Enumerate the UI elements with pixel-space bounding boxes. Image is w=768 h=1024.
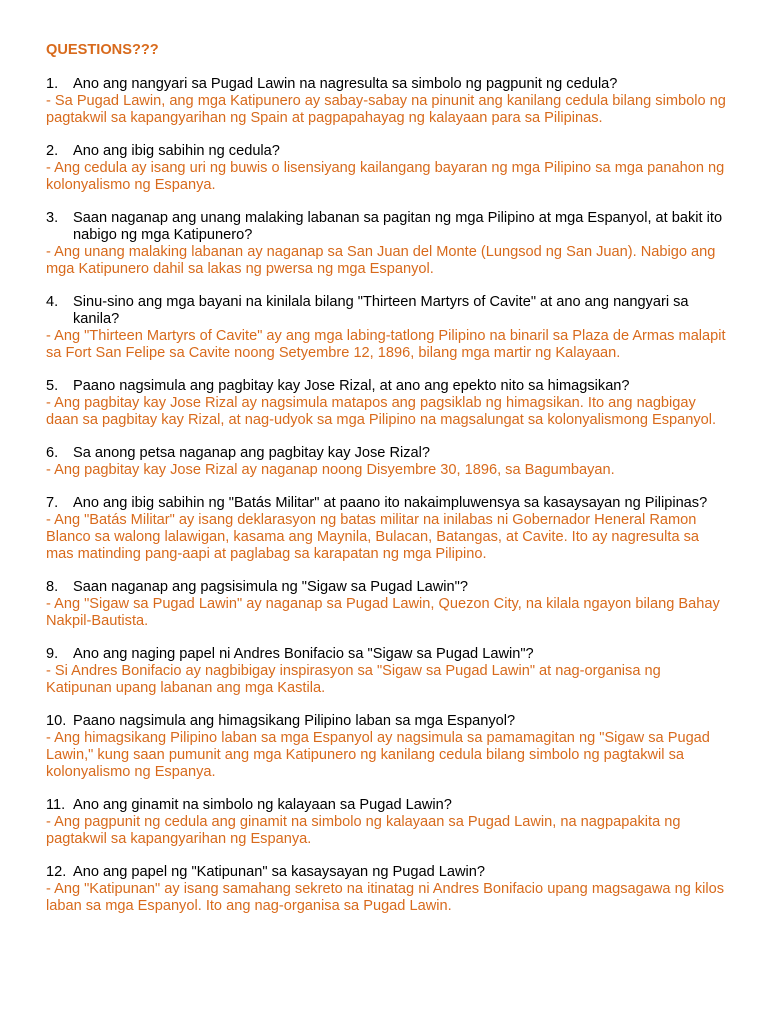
qa-item [46, 579, 728, 630]
question [46, 646, 728, 663]
question-number: 8. [46, 579, 59, 595]
qa-item [46, 646, 728, 697]
qa-item [46, 445, 728, 479]
answer-text: - Ang cedula ay isang uri ng buwis o lisensiyang kailangang bayaran ng mga Pilipino sa mga panahon ng kolonyalismo ng Espanya. [46, 160, 725, 193]
question [46, 797, 728, 814]
question [46, 864, 728, 881]
question-number: 7. [46, 495, 59, 511]
question [46, 579, 728, 596]
answer-text: - Ang himagsikang Pilipino laban sa mga Espanyol ay nagsimula sa pamamagitan ng "Sigaw sa Pugad Lawin," kung saan pumunit ang mga Katipunero ng kanilang cedula bilang simbolo ng pagtakwil sa kolonyalismo ng Espanya. [46, 730, 710, 780]
qa-item [46, 210, 728, 278]
question-number: 10. [46, 713, 67, 729]
question-text: Paano nagsimula ang himagsikang Pilipino laban sa mga Espanyol? [73, 713, 516, 729]
question-text: Ano ang papel ng "Katipunan" sa kasaysayan ng Pugad Lawin? [73, 864, 485, 880]
answer-text: - Sa Pugad Lawin, ang mga Katipunero ay sabay-sabay na pinunit ang kanilang cedula bilang simbolo ng pagtakwil sa kapangyarihan ng Spain at pagpapahayag ng kalayaan para sa Pilipinas. [46, 93, 726, 126]
question-text: Saan naganap ang pagsisimula ng "Sigaw sa Pugad Lawin"? [73, 579, 468, 595]
question-number: 4. [46, 294, 59, 310]
question [46, 378, 728, 395]
qa-item [46, 378, 728, 429]
answer-text: - Ang "Thirteen Martyrs of Cavite" ay ang mga labing-tatlong Pilipino na binaril sa Plaza de Armas malapit sa Fort San Felipe sa Cavite noong Setyembre 12, 1896, bilang mga martir ng Kalayaan. [46, 328, 726, 361]
question-number: 1. [46, 76, 59, 92]
answer-text: - Ang "Sigaw sa Pugad Lawin" ay naganap sa Pugad Lawin, Quezon City, na kilala ngayon bilang Bahay Nakpil-Bautista. [46, 596, 720, 629]
question [46, 294, 728, 328]
qa-item [46, 495, 728, 563]
question [46, 713, 728, 730]
question [46, 76, 728, 93]
qa-item [46, 864, 728, 915]
question-text: Ano ang ibig sabihin ng "Batás Militar" at paano ito nakaimpluwensya sa kasaysayan ng Pilipinas? [73, 495, 708, 511]
question-text: Paano nagsimula ang pagbitay kay Jose Rizal, at ano ang epekto nito sa himagsikan? [73, 378, 630, 394]
question-text: Ano ang ginamit na simbolo ng kalayaan sa Pugad Lawin? [73, 797, 452, 813]
answer-text: - Ang unang malaking labanan ay naganap sa San Juan del Monte (Lungsod ng San Juan). Nabigo ang mga Katipunero dahil sa lakas ng pwersa ng mga Espanyol. [46, 244, 716, 277]
question-number: 12. [46, 864, 67, 880]
qa-item [46, 797, 728, 848]
question-text: Sa anong petsa naganap ang pagbitay kay Jose Rizal? [73, 445, 430, 461]
question [46, 445, 728, 462]
question-text: Sinu-sino ang mga bayani na kinilala bilang "Thirteen Martyrs of Cavite" at ano ang nangyari sa kanila? [73, 294, 689, 327]
qa-item [46, 76, 728, 127]
answer-text: - Ang "Katipunan" ay isang samahang sekreto na itinatag ni Andres Bonifacio upang magsagawa ng kilos laban sa mga Espanyol. Ito ang nag-organisa sa Pugad Lawin. [46, 881, 725, 914]
answer-text: - Ang pagbitay kay Jose Rizal ay naganap noong Disyembre 30, 1896, sa Bagumbayan. [46, 462, 615, 478]
question [46, 210, 728, 244]
qa-item [46, 294, 728, 362]
question [46, 143, 728, 160]
question-text: Saan naganap ang unang malaking labanan sa pagitan ng mga Pilipino at mga Espanyol, at bakit ito nabigo ng mga Katipunero? [73, 210, 723, 243]
answer-text: - Si Andres Bonifacio ay nagbibigay inspirasyon sa "Sigaw sa Pugad Lawin" at nag-organisa ng Katipunan upang labanan ang mga Kastila. [46, 663, 661, 696]
question-text: Ano ang nangyari sa Pugad Lawin na nagresulta sa simbolo ng pagpunit ng cedula? [73, 76, 618, 92]
question-text: Ano ang ibig sabihin ng cedula? [73, 143, 280, 159]
qa-item [46, 713, 728, 781]
question-number: 2. [46, 143, 59, 159]
document-title: QUESTIONS??? [46, 42, 159, 58]
question-number: 11. [46, 797, 66, 813]
qa-list [46, 76, 728, 915]
question-number: 5. [46, 378, 59, 394]
question-number: 3. [46, 210, 59, 226]
question-number: 6. [46, 445, 59, 461]
answer-text: - Ang "Batás Militar" ay isang deklarasyon ng batas militar na inilabas ni Gobernador Heneral Ramon Blanco sa walong lalawigan, kasama ang Maynila, Bulacan, Batangas, at Cavite. Ito ay nagresulta sa mas matinding pang-aapi at paglabag sa karapatan ng mga Pilipino. [46, 512, 700, 562]
answer-text: - Ang pagbitay kay Jose Rizal ay nagsimula matapos ang pagsiklab ng himagsikan. Ito ang nagbigay daan sa pagbitay kay Rizal, at nag-udyok sa mga Pilipino na magsalungat sa kolonyalismong Espanyol. [46, 395, 717, 428]
answer-text: - Ang pagpunit ng cedula ang ginamit na simbolo ng kalayaan sa Pugad Lawin, na nagpapakita ng pagtakwil sa kapangyarihan ng Espanya. [46, 814, 681, 847]
question-text: Ano ang naging papel ni Andres Bonifacio sa "Sigaw sa Pugad Lawin"? [73, 646, 534, 662]
qa-item [46, 143, 728, 194]
question-number: 9. [46, 646, 59, 662]
question [46, 495, 728, 512]
